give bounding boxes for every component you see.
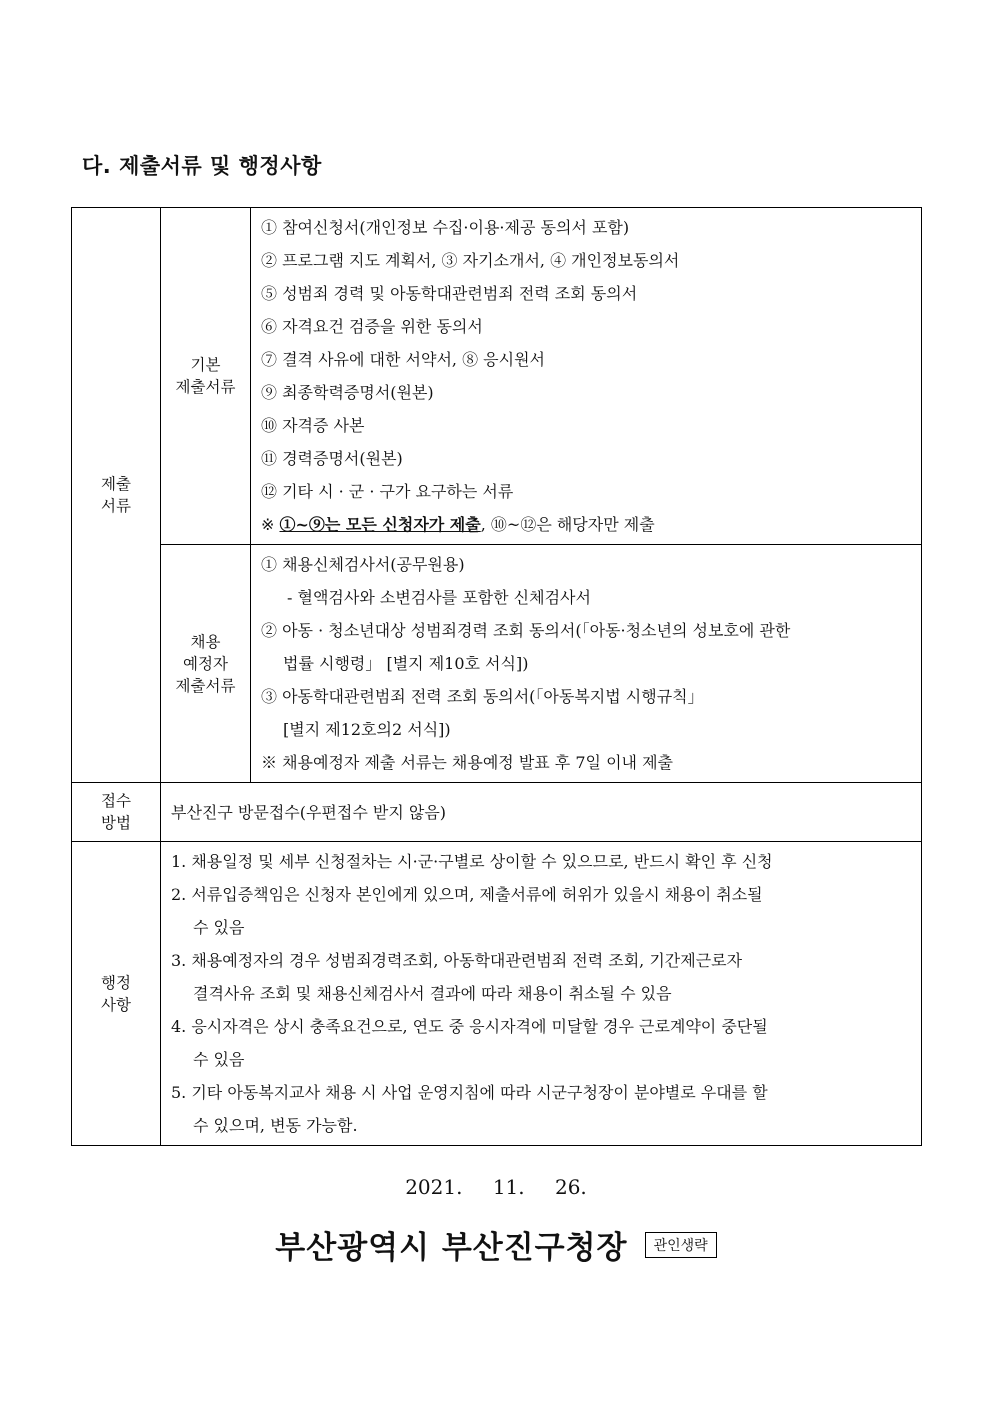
list-item: ⑪ 경력증명서(원본) <box>261 449 403 468</box>
list-item: ① 채용신체검사서(공무원용) <box>261 555 465 574</box>
list-item: 4. 응시자격은 상시 충족요건으로, 연도 중 응시자격에 미달할 경우 근로계약이 중단될 <box>171 1017 768 1036</box>
list-item: ⑩ 자격증 사본 <box>261 416 365 435</box>
list-item: 법률 시행령」 [별지 제10호 서식]) <box>283 654 529 673</box>
note-emphasis: ①~⑨는 모든 신청자가 제출 <box>279 515 481 534</box>
list-item: ⑥ 자격요건 검증을 위한 동의서 <box>261 317 483 336</box>
reception-label: 접수 방법 <box>72 783 161 842</box>
admin-list <box>161 842 922 1146</box>
list-item: - 혈액검사와 소변검사를 포함한 신체검사서 <box>287 588 591 607</box>
list-item: 1. 채용일정 및 세부 신청절차는 시·군·구별로 상이할 수 있으므로, 반드시 확인 후 신청 <box>171 852 773 871</box>
reception-row <box>72 783 922 842</box>
prospective-docs-list <box>251 545 922 783</box>
list-item: ⑫ 기타 시 · 군 · 구가 요구하는 서류 <box>261 482 514 501</box>
list-item: ※ 채용예정자 제출 서류는 채용예정 발표 후 7일 이내 제출 <box>261 753 673 772</box>
list-item: 수 있으며, 변동 가능함. <box>193 1116 358 1135</box>
prospective-documents-row <box>72 545 922 783</box>
reception-method <box>161 783 922 842</box>
list-item: ⑦ 결격 사유에 대한 서약서, ⑧ 응시원서 <box>261 350 545 369</box>
list-item: ⑨ 최종학력증명서(원본) <box>261 383 434 402</box>
list-item: 수 있음 <box>193 1050 245 1069</box>
date-year: 2021. <box>405 1175 463 1199</box>
document-date <box>0 1175 992 1199</box>
list-item: 수 있음 <box>193 918 245 937</box>
prospective-docs-label: 채용 예정자 제출서류 <box>161 545 251 783</box>
list-item: ⑤ 성범죄 경력 및 아동학대관련범죄 전력 조회 동의서 <box>261 284 638 303</box>
admin-label: 행정 사항 <box>72 842 161 1146</box>
reception-text: 부산진구 방문접수(우편접수 받지 않음) <box>171 802 447 822</box>
list-item: 2. 서류입증책임은 신청자 본인에게 있으며, 제출서류에 허위가 있을시 채용이 취소될 <box>171 885 763 904</box>
signature-block <box>0 1222 992 1267</box>
basic-docs-note <box>261 508 913 541</box>
admin-row <box>72 842 922 1146</box>
list-item: ② 프로그램 지도 계획서, ③ 자기소개서, ④ 개인정보동의서 <box>261 251 680 270</box>
list-item: 결격사유 조회 및 채용신체검사서 결과에 따라 채용이 취소될 수 있음 <box>193 984 672 1003</box>
list-item: [별지 제12호의2 서식]) <box>283 720 451 739</box>
seal-omitted-box: 관인생략 <box>645 1232 717 1258</box>
list-item: ③ 아동학대관련범죄 전력 조회 동의서(「아동복지법 시행규칙」 <box>261 687 704 706</box>
basic-docs-label: 기본 제출서류 <box>161 208 251 545</box>
basic-documents-row <box>72 208 922 545</box>
note-rest: , ⑩~⑫은 해당자만 제출 <box>480 515 655 534</box>
basic-docs-list <box>251 208 922 545</box>
list-item: ② 아동 · 청소년대상 성범죄경력 조회 동의서(「아동·청소년의 성보호에 관한 <box>261 621 791 640</box>
note-prefix: ※ <box>261 515 280 534</box>
date-day: 26. <box>554 1175 587 1199</box>
list-item: 5. 기타 아동복지교사 채용 시 사업 운영지침에 따라 시군구청장이 분야별로 우대를 할 <box>171 1083 768 1102</box>
date-month: 11. <box>492 1175 525 1199</box>
submission-docs-label: 제출 서류 <box>72 208 161 783</box>
submission-table <box>71 207 922 1146</box>
section-heading: 다. 제출서류 및 행정사항 <box>82 154 322 178</box>
list-item: 3. 채용예정자의 경우 성범죄경력조회, 아동학대관련범죄 전력 조회, 기간제근로자 <box>171 951 743 970</box>
issuing-authority: 부산광역시 부산진구청장 <box>275 1230 628 1266</box>
list-item: ① 참여신청서(개인정보 수집·이용·제공 동의서 포함) <box>261 218 630 237</box>
